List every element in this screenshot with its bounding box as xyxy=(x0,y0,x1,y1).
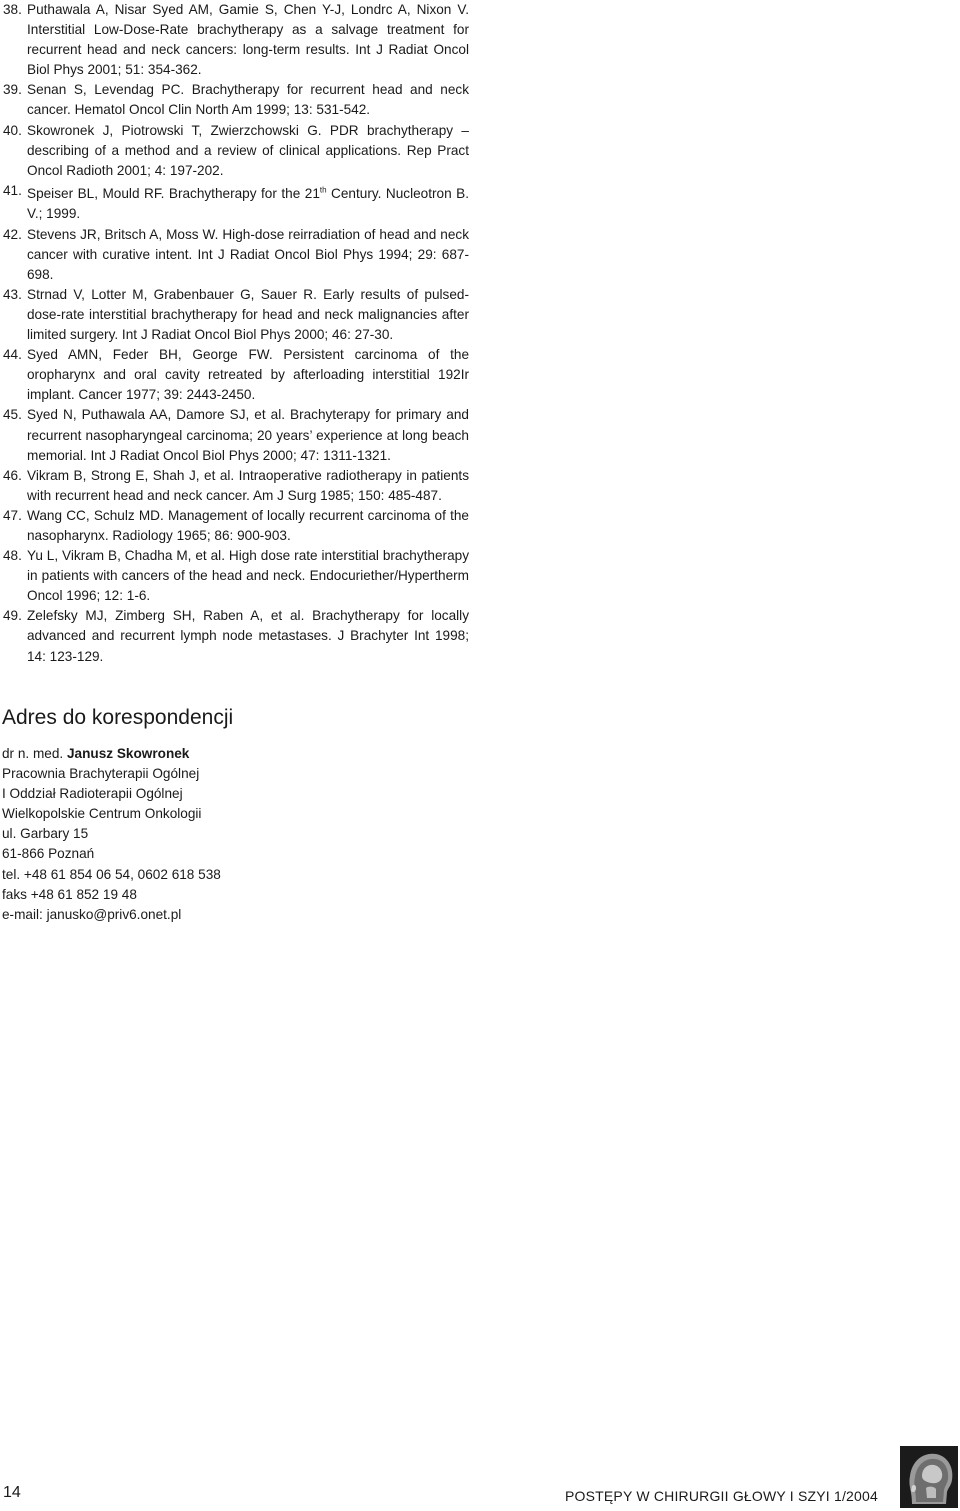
correspondence-heading: Adres do korespondencji xyxy=(2,706,234,729)
reference-text: Syed AMN, Feder BH, George FW. Persistent carcinoma of the oropharynx and oral cavity retreated by afterloading interstitial 192Ir implant. Cancer 1977; 39: 2443-2450. xyxy=(27,347,469,403)
reference-text: Yu L, Vikram B, Chadha M, et al. High dose rate interstitial brachytherapy in patients with cancers of the head and neck. Endocuriether/Hypertherm Oncol 1996; 12: 1-6. xyxy=(27,548,469,604)
reference-text: Vikram B, Strong E, Shah J, et al. Intraoperative radiotherapy in patients with recurrent head and neck cancer. Am J Surg 1985; 150: 485-487. xyxy=(27,467,469,503)
reference-item xyxy=(3,121,469,181)
reference-item xyxy=(3,546,469,606)
reference-text: Syed N, Puthawala AA, Damore SJ, et al. Brachyterapy for primary and recurrent nasopharyngeal carcinoma; 20 years’ experience at long beach memorial. Int J Radiat Oncol Biol Phys 2000; 47: 1311-1321. xyxy=(27,407,469,463)
reference-text: Zelefsky MJ, Zimberg SH, Raben A, et al. Brachytherapy for locally advanced and recurrent lymph node metastases. J Brachyter Int 1998; 14: 123-129. xyxy=(27,608,469,664)
reference-item xyxy=(3,0,469,80)
address-line: 61-866 Poznań xyxy=(2,846,95,862)
reference-number: 46. xyxy=(3,467,22,483)
email-line: e-mail: janusko@priv6.onet.pl xyxy=(2,906,182,922)
reference-number: 47. xyxy=(3,507,22,523)
correspondence-section xyxy=(2,704,482,925)
reference-number: 41. xyxy=(3,182,22,198)
reference-number: 42. xyxy=(3,226,22,242)
author-degree: dr n. med. xyxy=(2,746,67,761)
correspondence-address xyxy=(2,744,482,925)
reference-item xyxy=(3,506,469,546)
phone-line: tel. +48 61 854 06 54, 0602 618 538 xyxy=(2,866,221,882)
reference-item xyxy=(3,181,469,225)
fax-line: faks +48 61 852 19 48 xyxy=(2,886,137,902)
reference-text: Wang CC, Schulz MD. Management of locally recurrent carcinoma of the nasopharynx. Radiology 1965; 86: 900-903. xyxy=(27,507,469,543)
address-line: Wielkopolskie Centrum Onkologii xyxy=(2,806,202,822)
reference-number: 49. xyxy=(3,608,22,624)
page-number: 14 xyxy=(3,1484,21,1501)
reference-text: Stevens JR, Britsch A, Moss W. High-dose reirradiation of head and neck cancer with curative intent. Int J Radiat Oncol Biol Phys 1994; 29: 687-698. xyxy=(27,226,469,282)
reference-list xyxy=(3,0,469,667)
reference-number: 44. xyxy=(3,347,22,363)
reference-text: Senan S, Levendag PC. Brachytherapy for recurrent head and neck cancer. Hematol Oncol Clin North Am 1999; 13: 531-542. xyxy=(27,82,469,118)
author-name: Janusz Skowronek xyxy=(66,746,190,761)
ordinal-superscript: th xyxy=(319,185,327,195)
address-line: I Oddział Radioterapii Ogólnej xyxy=(2,786,183,802)
reference-number: 40. xyxy=(3,122,22,138)
author-name-line xyxy=(2,744,482,764)
reference-number: 48. xyxy=(3,548,22,564)
reference-text xyxy=(27,186,469,221)
reference-text: Skowronek J, Piotrowski T, Zwierzchowski G. PDR brachytherapy – describing of a method and a review of clinical applications. Rep Pract Oncol Radioth 2001; 4: 197-202. xyxy=(27,122,469,178)
reference-text: Strnad V, Lotter M, Grabenbauer G, Sauer R. Early results of pulsed-dose-rate interstitial brachytherapy for head and neck malignancies after limited surgery. Int J Radiat Oncol Biol Phys 2000; 46: 27-30. xyxy=(27,286,469,343)
reference-number: 43. xyxy=(3,286,22,302)
address-line: ul. Garbary 15 xyxy=(2,826,89,842)
reference-text: Puthawala A, Nisar Syed AM, Gamie S, Chen Y-J, Londrc A, Nixon V. Interstitial Low-Dose-Rate brachytherapy as a salvage treatment for recurrent head and neck cancers: long-term results. Int J Radiat Oncol Biol Phys 2001; 51: 354-362. xyxy=(27,2,469,78)
reference-item xyxy=(3,285,469,345)
reference-item xyxy=(3,405,469,465)
journal-title: POSTĘPY W CHIRURGII GŁOWY I SZYI 1/2004 xyxy=(564,1488,878,1504)
address-line: Pracownia Brachyterapii Ogólnej xyxy=(2,766,200,782)
reference-text-part: Century. Nucleotron B. V.; 1999. xyxy=(27,186,469,222)
reference-item xyxy=(3,466,469,506)
reference-item xyxy=(3,606,469,666)
reference-item xyxy=(3,345,469,405)
reference-item xyxy=(3,80,469,120)
reference-item xyxy=(3,225,469,285)
reference-text-part: Speiser BL, Mould RF. Brachytherapy for the 21 xyxy=(27,186,320,202)
reference-number: 45. xyxy=(3,407,22,423)
reference-number: 39. xyxy=(3,82,22,98)
reference-number: 38. xyxy=(3,2,22,17)
head-mri-scan-icon xyxy=(900,1446,958,1508)
